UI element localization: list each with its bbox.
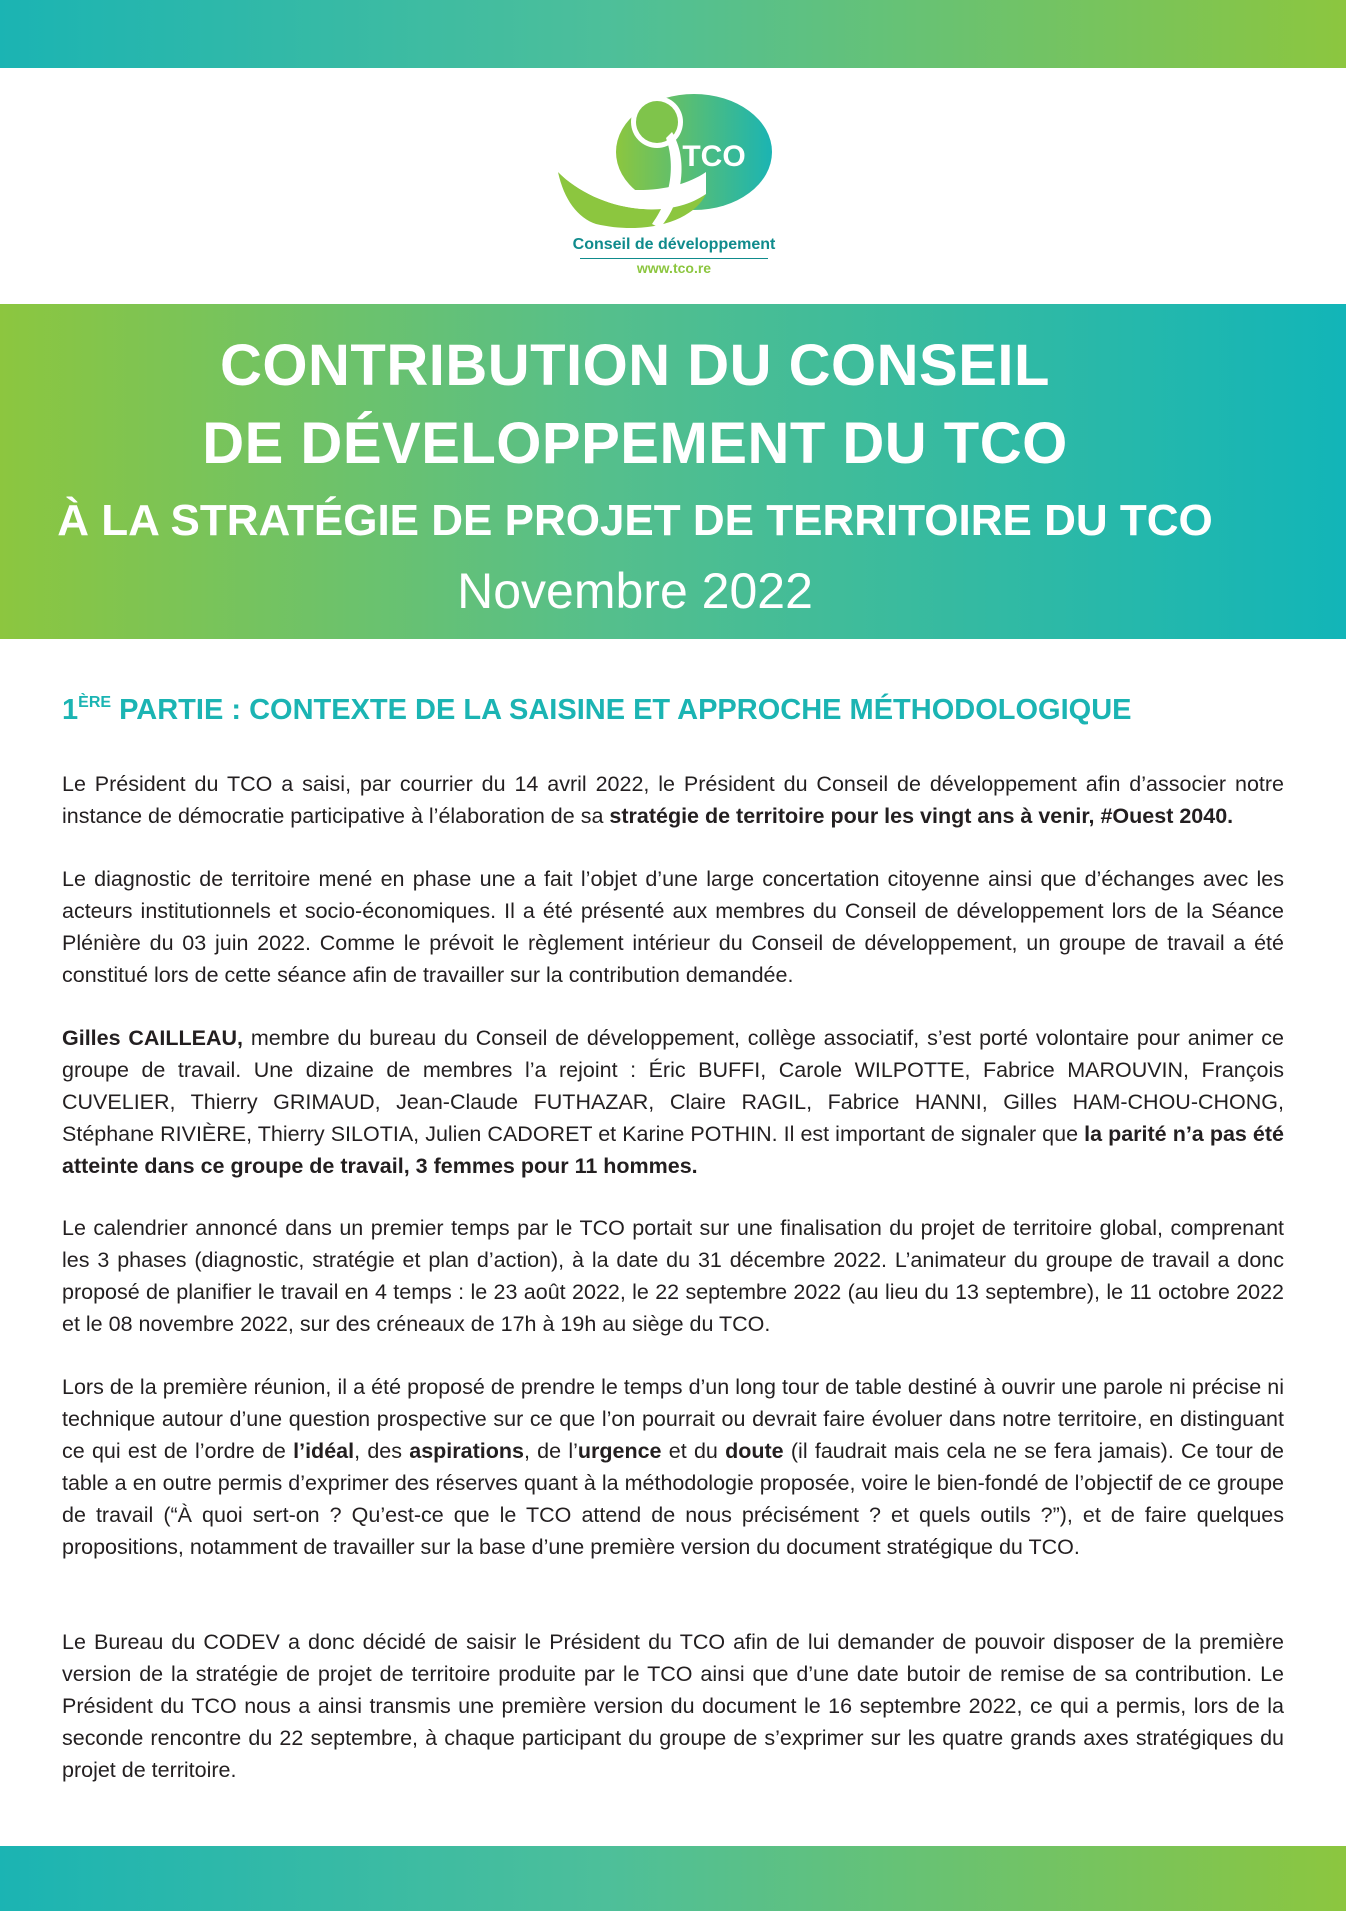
bottom-gradient-band (0, 1846, 1346, 1911)
paragraph-3-bold-name: Gilles CAILLEAU, (62, 1026, 244, 1050)
title-line-1: CONTRIBUTION DU CONSEIL (220, 333, 1050, 398)
paragraph-4: Le calendrier annoncé dans un premier temps par le TCO portait sur une finalisation du projet de territoire global, comprenant les 3 phases (diagnostic, stratégie et plan d’action), à la date du 31 décembre 2022. L’animateur du groupe de travail a donc proposé de planifier le travail en 4 temps : le 23 août 2022, le 22 septembre 2022 (au lieu du 13 septembre), le 11 octobre 2022 et le 08 novembre 2022, sur des créneaux de 17h à 19h au siège du TCO. (62, 1216, 1284, 1336)
paragraph-1-bold: stratégie de territoire pour les vingt ans à venir, #Ouest 2040. (609, 804, 1234, 828)
paragraph-5 (62, 1371, 1284, 1563)
paragraph-3 (62, 1022, 1284, 1182)
paragraph-5-bold-urgence: urgence (577, 1439, 662, 1463)
logo-caption: Conseil de développement (572, 236, 776, 253)
subtitle: À LA STRATÉGIE DE PROJET DE TERRITOIRE DU TCO (57, 496, 1213, 545)
section-title-text: PARTIE : CONTEXTE DE LA SAISINE ET APPROCHE MÉTHODOLOGIQUE (111, 694, 1132, 726)
title-line-2: DE DÉVELOPPEMENT DU TCO (202, 411, 1068, 476)
paragraph-3-text: membre du bureau du Conseil de développement, collège associatif, s’est porté volontaire pour animer ce groupe de travail. Une dizaine de membres l’a rejoint : Éric BUFFI, Carole WILPOTTE, Fabrice MAROUVIN, François CUVELIER, Thierry GRIMAUD, Jean-Claude FUTHAZAR, Claire RAGIL, Fabrice HANNI, Gilles HAM-CHOU-CHONG, Stéphane RIVIÈRE, Thierry SILOTIA, Julien CADORET et Karine POTHIN. Il est important de signaler que (62, 1026, 1284, 1146)
tco-logo (556, 88, 792, 278)
section-number: 1 (62, 694, 79, 726)
paragraph-5-text-c: , des (354, 1439, 410, 1463)
logo-brand-text: TCO (682, 140, 746, 173)
paragraph-1 (62, 768, 1284, 832)
paragraph-6: Le Bureau du CODEV a donc décidé de saisir le Président du TCO afin de lui demander de pouvoir disposer de la première version de la stratégie de projet de territoire produite par le TCO ainsi que d’une date butoir de remise de sa contribution. Le Président du TCO nous a ainsi transmis une première version du document le 16 septembre 2022, ce qui a permis, lors de la seconde rencontre du 22 septembre, à chaque participant du groupe de s’exprimer sur les quatre grands axes stratégiques du projet de territoire. (62, 1630, 1284, 1782)
paragraph-5-text-f: (il faudrait mais cela ne se fera jamais). Ce tour de table a en outre permis d’exprimer des réserves quant à la méthodologie proposée, voire le bien-fondé de l’objectif de ce groupe de travail (“À quoi sert-on ? Qu’est-ce que le TCO attend de nous précisément ? et quels outils ?”), et de faire quelques propositions, notamment de travailler sur la base d’une première version du document stratégique du TCO. (62, 1439, 1284, 1559)
paragraph-2: Le diagnostic de territoire mené en phase une a fait l’objet d’une large concertation citoyenne ainsi que d’échanges avec les acteurs institutionnels et socio-économiques. Il a été présenté aux membres du Conseil de développement lors de la Séance Plénière du 03 juin 2022. Comme le prévoit le règlement intérieur du Conseil de développement, un groupe de travail a été constitué lors de cette séance afin de travailler sur la contribution demandée. (62, 867, 1284, 987)
date: Novembre 2022 (457, 563, 813, 619)
logo-url: www.tco.re (636, 260, 712, 276)
section-heading (62, 694, 1292, 727)
paragraph-3-bold-end: la parité n’a pas été atteinte dans ce groupe de travail, 3 femmes pour 11 hommes. (62, 1122, 1284, 1178)
paragraph-5-text-e: et du (661, 1439, 726, 1463)
paragraph-5-bold-doute: doute (725, 1439, 784, 1463)
tco-logo-mark (556, 88, 792, 238)
section-superscript: ÈRE (78, 694, 112, 711)
paragraph-1-text: Le Président du TCO a saisi, par courrier du 14 avril 2022, le Président du Conseil de développement afin d’associer notre instance de démocratie participative à l’élaboration de sa (62, 772, 1284, 828)
top-gradient-band (0, 0, 1346, 68)
paragraph-5-text-a: Lors de la première réunion, il a été proposé de prendre le temps d’un long tour de table destiné à ouvrir une parole ni précise ni technique autour d’une question prospective sur ce que l’on pourrait ou devrait faire évoluer dans notre territoire, en distinguant ce qui est de l’ordre de (62, 1375, 1284, 1463)
title-banner (0, 304, 1346, 639)
logo-divider (580, 258, 768, 259)
paragraph-5-bold-aspirations: aspirations (409, 1439, 524, 1463)
paragraph-5-bold-ideal: l’idéal (293, 1439, 355, 1463)
paragraph-5-text-d: , de l’ (523, 1439, 578, 1463)
